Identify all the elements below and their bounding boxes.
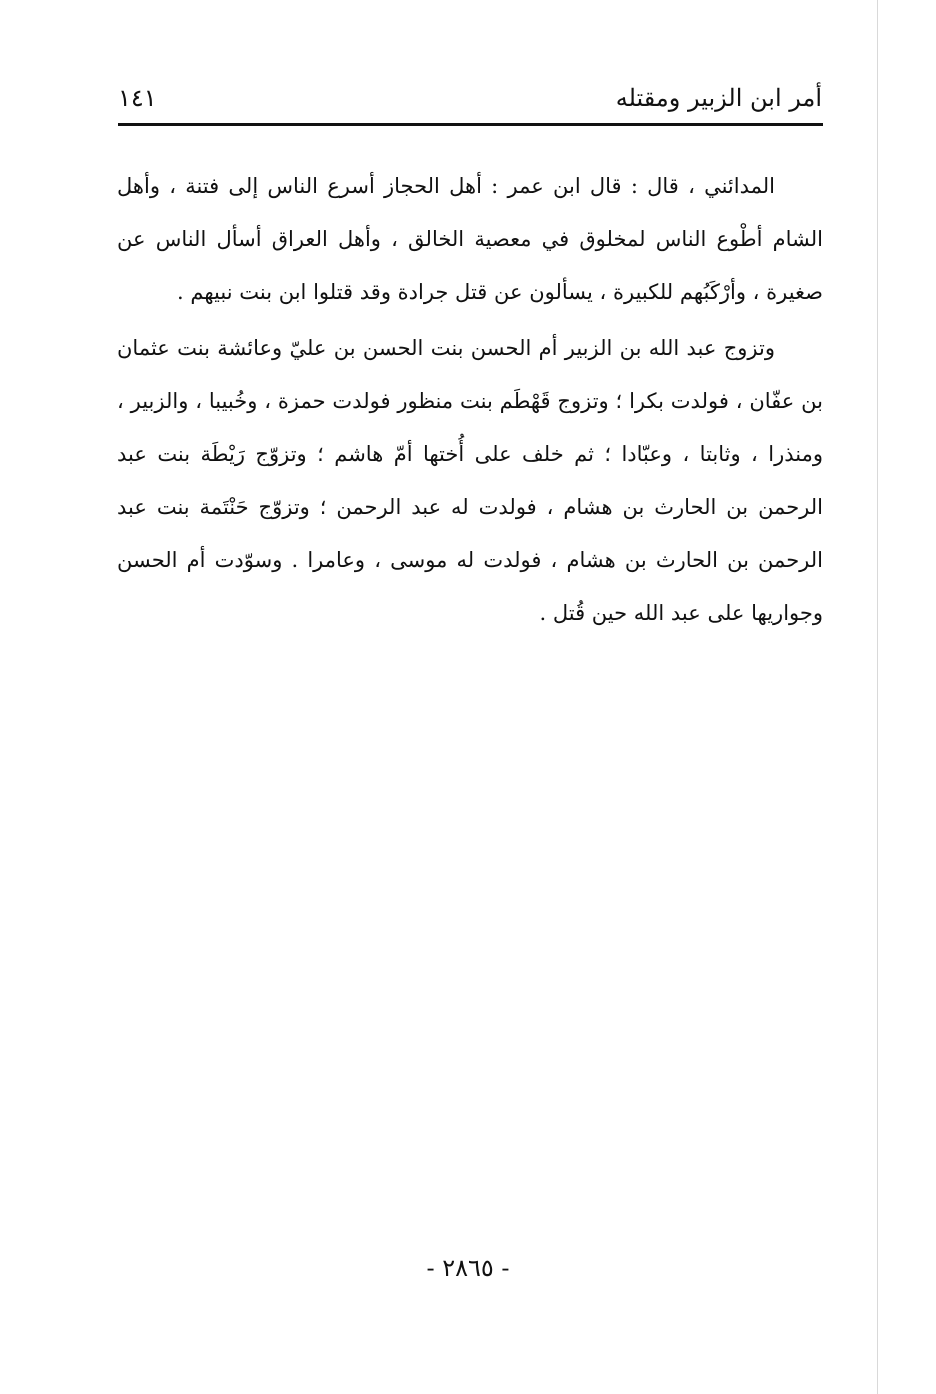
body-text xyxy=(117,160,823,640)
running-head xyxy=(118,76,822,124)
paragraph-2: وتزوج عبد الله بن الزبير أم الحسن بنت الحسن بن عليّ وعائشة بنت عثمان بن عفّان ، فولدت بكرا ؛ وتزوج قَهْطَم بنت منظور فولدت حمزة ، وخُبيبا ، والزبير ، ومنذرا ، وثابتا ، وعبّادا ؛ ثم خلف على أُختها أمّ هاشم ؛ وتزوّج رَيْطَة بنت عبد الرحمن بن الحارث بن هشام ، فولدت له عبد الرحمن ؛ وتزوّج حَنْتَمة بنت عبد الرحمن بن الحارث بن هشام ، فولدت له موسى ، وعامرا . وسوّدت أم الحسن وجواريها على عبد الله حين قُتل . xyxy=(117,336,823,625)
page-number: ١٤١ xyxy=(118,84,157,112)
page-edge-line xyxy=(877,0,878,1394)
chapter-title: أمر ابن الزبير ومقتله xyxy=(615,84,822,112)
header-rule xyxy=(118,123,823,126)
paragraph-1: المدائني ، قال : قال ابن عمر : أهل الحجاز أسرع الناس إلى فتنة ، وأهل الشام أطْوع الناس لمخلوق في معصية الخالق ، وأهل العراق أسأل الناس عن صغيرة ، وأرْكَبُهم للكبيرة ، يسألون عن قتل جرادة وقد قتلوا ابن بنت نبيهم . xyxy=(117,174,823,304)
footer-folio: - ٢٨٦٥ - xyxy=(426,1254,510,1282)
